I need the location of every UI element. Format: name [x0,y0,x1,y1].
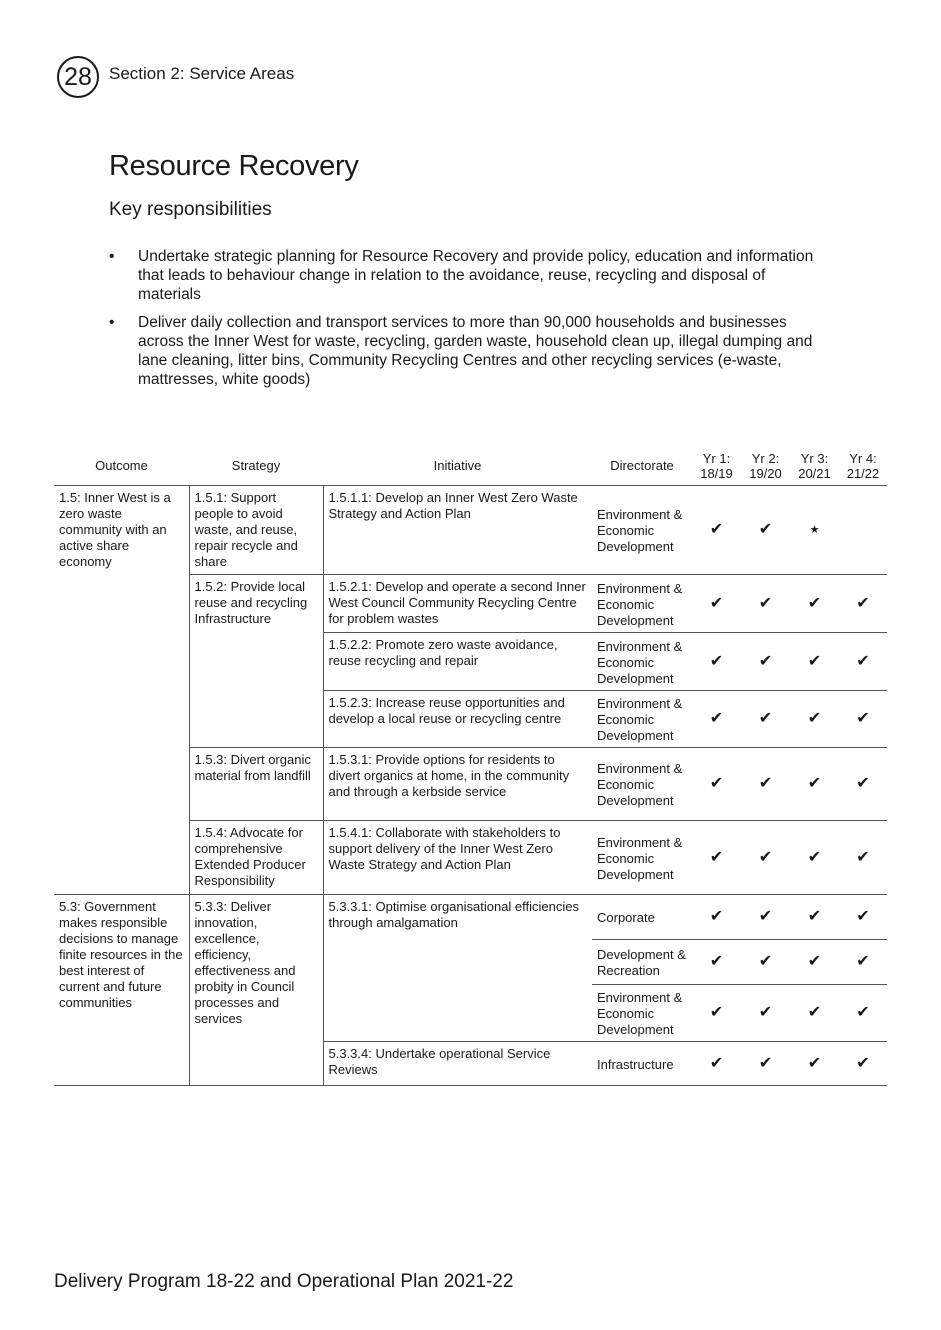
check-icon: ✔ [839,1042,887,1086]
check-icon: ✔ [692,985,741,1042]
check-icon: ✔ [741,985,790,1042]
check-icon: ✔ [741,821,790,895]
check-icon: ✔ [692,486,741,575]
directorate-cell: Environment & Economic Development [592,748,692,821]
check-icon: ✔ [692,1042,741,1086]
outcome-cell: 1.5: Inner West is a zero waste community with an active share economy [54,486,189,895]
check-icon: ✔ [741,486,790,575]
directorate-cell: Corporate [592,895,692,940]
check-icon: ✔ [741,633,790,691]
initiative-cell: 5.3.3.1: Optimise organisational efficiencies through amalgamation [323,895,592,1042]
page-title: Resource Recovery [109,150,359,182]
check-icon: ✔ [741,575,790,633]
initiative-cell: 1.5.2.1: Develop and operate a second Inner West Council Community Recycling Centre for problem wastes [323,575,592,633]
check-icon: ✔ [741,748,790,821]
check-icon: ✔ [790,691,839,748]
directorate-cell: Infrastructure [592,1042,692,1086]
list-item [109,313,829,389]
initiative-cell: 1.5.3.1: Provide options for residents to divert organics at home, in the community and through a kerbside service [323,748,592,821]
section-title: Section 2: Service Areas [109,64,295,83]
check-icon: ✔ [839,691,887,748]
strategy-cell: 1.5.3: Divert organic material from landfill [189,748,323,821]
bullet-text: Deliver daily collection and transport services to more than 90,000 households and businesses across the Inner West for waste, recycling, garden waste, household clean up, illegal dumping and lane cleaning, litter bins, Community Recycling Centres and other recycling services (e-waste, mattresses, white goods) [138,314,813,388]
directorate-cell: Environment & Economic Development [592,821,692,895]
check-icon: ✔ [839,821,887,895]
table-row [54,895,887,940]
check-icon: ✔ [839,940,887,985]
header-yr1: Yr 1: 18/19 [692,446,741,486]
directorate-cell: Environment & Economic Development [592,985,692,1042]
check-icon: ✔ [692,940,741,985]
check-icon: ✔ [839,748,887,821]
initiative-cell: 1.5.4.1: Collaborate with stakeholders to support delivery of the Inner West Zero Waste Strategy and Action Plan [323,821,592,895]
header-yr3: Yr 3: 20/21 [790,446,839,486]
header-yr2: Yr 2: 19/20 [741,446,790,486]
check-icon: ✔ [790,985,839,1042]
check-icon: ✔ [692,821,741,895]
initiatives-table [54,446,887,1086]
check-icon: ✔ [839,633,887,691]
directorate-cell: Development & Recreation [592,940,692,985]
table-header-row [54,446,887,486]
header-outcome: Outcome [54,446,189,486]
check-icon: ✔ [692,895,741,940]
bullet-icon: • [109,248,115,265]
initiative-cell: 1.5.2.2: Promote zero waste avoidance, reuse recycling and repair [323,633,592,691]
strategy-cell: 5.3.3: Deliver innovation, excellence, efficiency, effectiveness and probity in Council processes and services [189,895,323,1086]
initiative-cell: 1.5.1.1: Develop an Inner West Zero Waste Strategy and Action Plan [323,486,592,575]
check-icon: ✔ [790,940,839,985]
check-icon: ✔ [692,748,741,821]
strategy-cell: 1.5.2: Provide local reuse and recycling Infrastructure [189,575,323,748]
check-icon: ✔ [741,895,790,940]
check-icon: ✔ [692,691,741,748]
page-number-badge [57,56,99,98]
check-icon: ✔ [692,575,741,633]
star-icon: ★ [790,486,839,575]
check-icon: ✔ [790,633,839,691]
check-icon: ✔ [790,821,839,895]
check-icon: ✔ [790,895,839,940]
check-icon: ✔ [741,940,790,985]
check-icon: ✔ [692,633,741,691]
table-row [54,486,887,575]
list-item [109,247,829,304]
check-icon: ✔ [741,691,790,748]
header-yr4: Yr 4: 21/22 [839,446,887,486]
bullet-icon: • [109,314,115,331]
check-icon: ✔ [790,1042,839,1086]
directorate-cell: Environment & Economic Development [592,633,692,691]
check-icon: ✔ [839,895,887,940]
check-icon: ✔ [839,985,887,1042]
check-icon: ✔ [790,748,839,821]
initiative-cell: 5.3.3.4: Undertake operational Service Reviews [323,1042,592,1086]
check-icon: ✔ [790,575,839,633]
responsibilities-list [109,247,829,398]
header-initiative: Initiative [323,446,592,486]
check-icon: ✔ [839,575,887,633]
directorate-cell: Environment & Economic Development [592,691,692,748]
outcome-cell: 5.3: Government makes responsible decisions to manage finite resources in the best interest of current and future communities [54,895,189,1086]
page-number: 28 [64,62,92,91]
strategy-cell: 1.5.1: Support people to avoid waste, and reuse, repair recycle and share [189,486,323,575]
check-icon: ✔ [741,1042,790,1086]
bullet-text: Undertake strategic planning for Resource Recovery and provide policy, education and information that leads to behaviour change in relation to the avoidance, reuse, recycling and disposal of materials [138,248,814,303]
directorate-cell: Environment & Economic Development [592,486,692,575]
directorate-cell: Environment & Economic Development [592,575,692,633]
strategy-cell: 1.5.4: Advocate for comprehensive Extended Producer Responsibility [189,821,323,895]
header-directorate: Directorate [592,446,692,486]
initiative-cell: 1.5.2.3: Increase reuse opportunities and develop a local reuse or recycling centre [323,691,592,748]
header-strategy: Strategy [189,446,323,486]
footer-text: Delivery Program 18-22 and Operational Plan 2021-22 [54,1271,514,1292]
subtitle: Key responsibilities [109,199,272,220]
year-mark [839,486,887,575]
